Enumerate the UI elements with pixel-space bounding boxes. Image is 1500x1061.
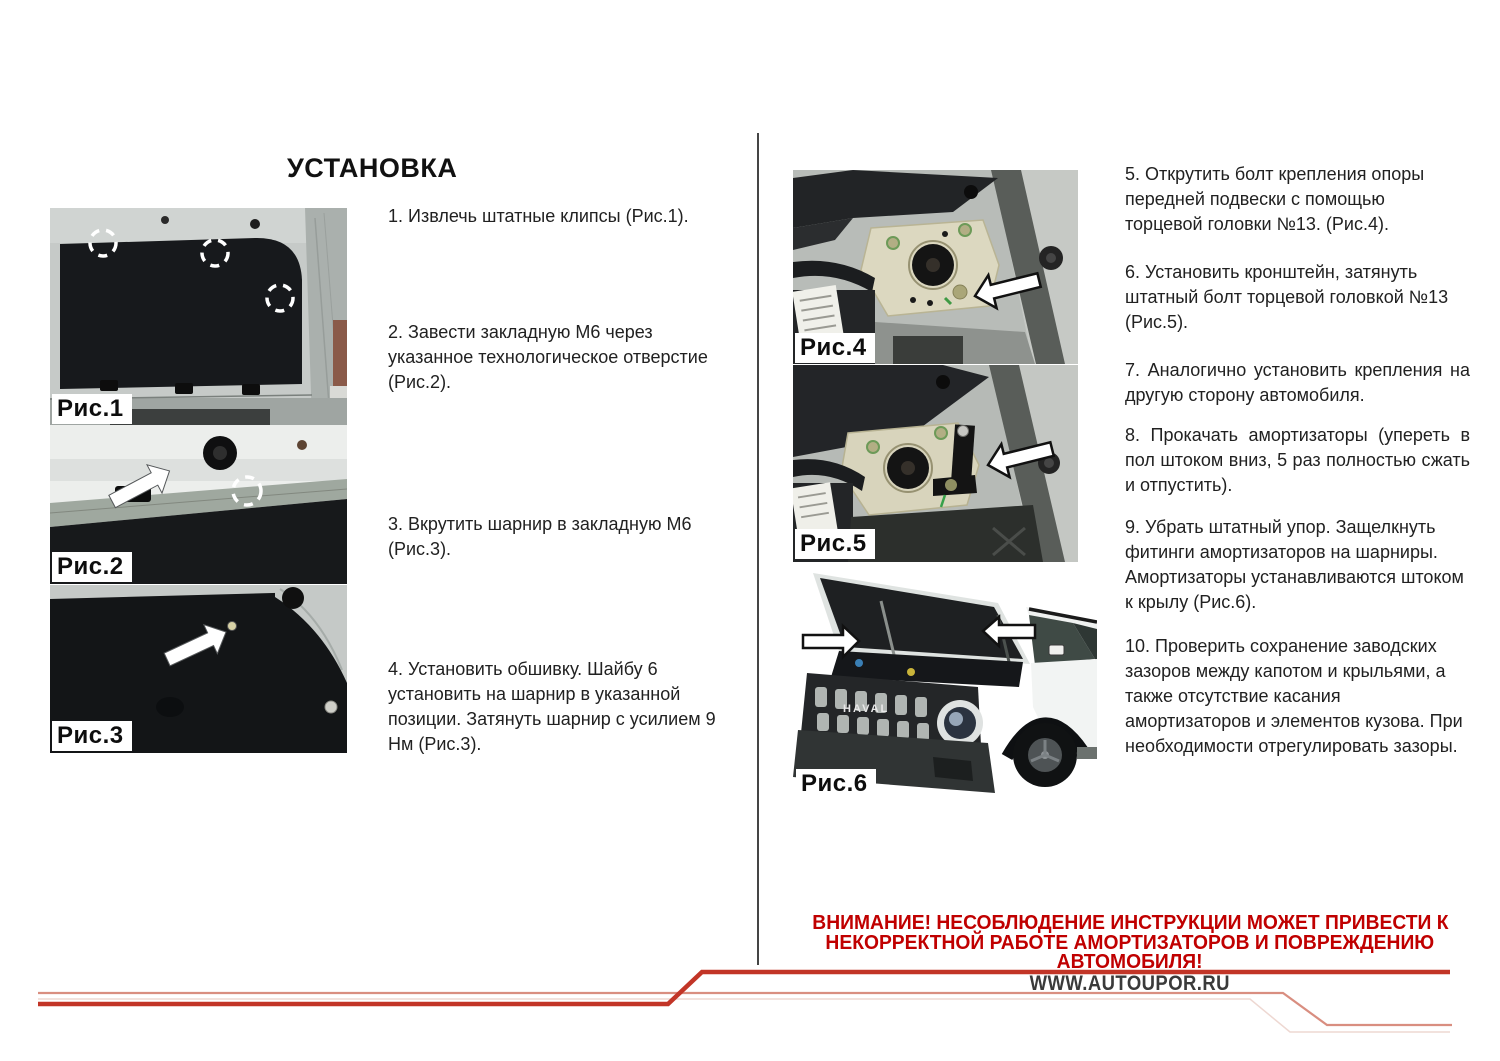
figure-2-label: Рис.2 [52, 552, 132, 582]
figure-4-label: Рис.4 [795, 333, 875, 363]
figure-6-label: Рис.6 [796, 769, 876, 799]
step-line: установить на шарнир в указанной [388, 684, 681, 704]
step-1 [388, 204, 720, 229]
step-line: (Рис.3). [388, 539, 452, 559]
step-line: другую сторону автомобиля. [1125, 385, 1365, 405]
step-8 [1125, 423, 1470, 498]
step-5 [1125, 162, 1470, 237]
step-4 [388, 657, 720, 757]
step-7 [1125, 358, 1470, 408]
step-line: 2. Завести закладную М6 через [388, 322, 653, 342]
side-step [1077, 747, 1097, 759]
hood-insulation-panel [60, 238, 302, 389]
step-line: 7. Аналогично установить крепления на [1125, 360, 1470, 380]
warning-line: АВТОМОБИЛЯ! [1057, 950, 1203, 973]
step-line: 10. Проверить сохранение заводских [1125, 636, 1437, 656]
step-line: фитинги амортизаторов на шарниры. [1125, 542, 1438, 562]
figure-3-label: Рис.3 [52, 721, 132, 751]
step-line: к крылу (Рис.6). [1125, 592, 1257, 612]
page-title: УСТАНОВКА [287, 153, 458, 183]
step-line: Амортизаторы устанавливаются штоком [1125, 567, 1464, 587]
step-3 [388, 512, 720, 562]
step-line: 9. Убрать штатный упор. Защелкнуть [1125, 517, 1436, 537]
step-line: штатный болт торцевой головкой №13 [1125, 287, 1449, 307]
step-line: 4. Установить обшивку. Шайбу 6 [388, 659, 658, 679]
step-line: торцевой головки №13. (Рис.4). [1125, 214, 1389, 234]
step-line: передней подвески с помощью [1125, 189, 1385, 209]
step-line: 3. Вкрутить шарнир в закладную М6 [388, 514, 692, 534]
column-divider [757, 133, 759, 965]
step-line: зазоров между капотом и крыльями, а [1125, 661, 1446, 681]
figure-1-label: Рис.1 [52, 394, 132, 424]
website-link[interactable]: WWW.AUTOUPOR.RU [1029, 972, 1231, 995]
step-line: и отпустить). [1125, 475, 1233, 495]
step-line: (Рис.5). [1125, 312, 1189, 332]
warning-line: ВНИМАНИЕ! НЕСОБЛЮДЕНИЕ ИНСТРУКЦИИ МОЖЕТ ПРИВЕСТИ К [811, 911, 1449, 934]
brand-text: HAVAL [843, 703, 890, 715]
step-line: Нм (Рис.3). [388, 734, 482, 754]
target-bolt [953, 285, 967, 299]
figure-6-photo [793, 565, 1097, 802]
step-line: 8. Прокачать амортизаторы (упереть в [1125, 425, 1470, 445]
step-2 [388, 320, 720, 395]
step-line: 1. Извлечь штатные клипсы (Рис.1). [388, 206, 689, 226]
figure-1-photo [50, 208, 347, 425]
step-line: 6. Установить кронштейн, затянуть [1125, 262, 1418, 282]
side-mirror [1049, 645, 1064, 655]
warning-line: НЕКОРРЕКТНОЙ РАБОТЕ АМОРТИЗАТОРОВ И ПОВРЕЖДЕНИЮ [825, 930, 1435, 954]
footer-decoration [0, 955, 1500, 1061]
step-9 [1125, 515, 1470, 615]
step-10 [1125, 634, 1470, 759]
step-line: пол штоком вниз, 5 раз полностью сжать [1125, 450, 1470, 470]
step-line: позиции. Затянуть шарнир с усилием 9 [388, 709, 716, 729]
hinge-pin [228, 622, 237, 631]
step-line: 5. Открутить болт крепления опоры [1125, 164, 1425, 184]
figure-5-label: Рис.5 [795, 529, 875, 559]
step-line: также отсутствие касания [1125, 686, 1341, 706]
step-line: амортизаторов и элементов кузова. При [1125, 711, 1463, 731]
step-line: необходимости отрегулировать зазоры. [1125, 736, 1458, 756]
step-6 [1125, 260, 1470, 335]
step-line: (Рис.2). [388, 372, 452, 392]
step-line: указанное технологическое отверстие [388, 347, 708, 367]
